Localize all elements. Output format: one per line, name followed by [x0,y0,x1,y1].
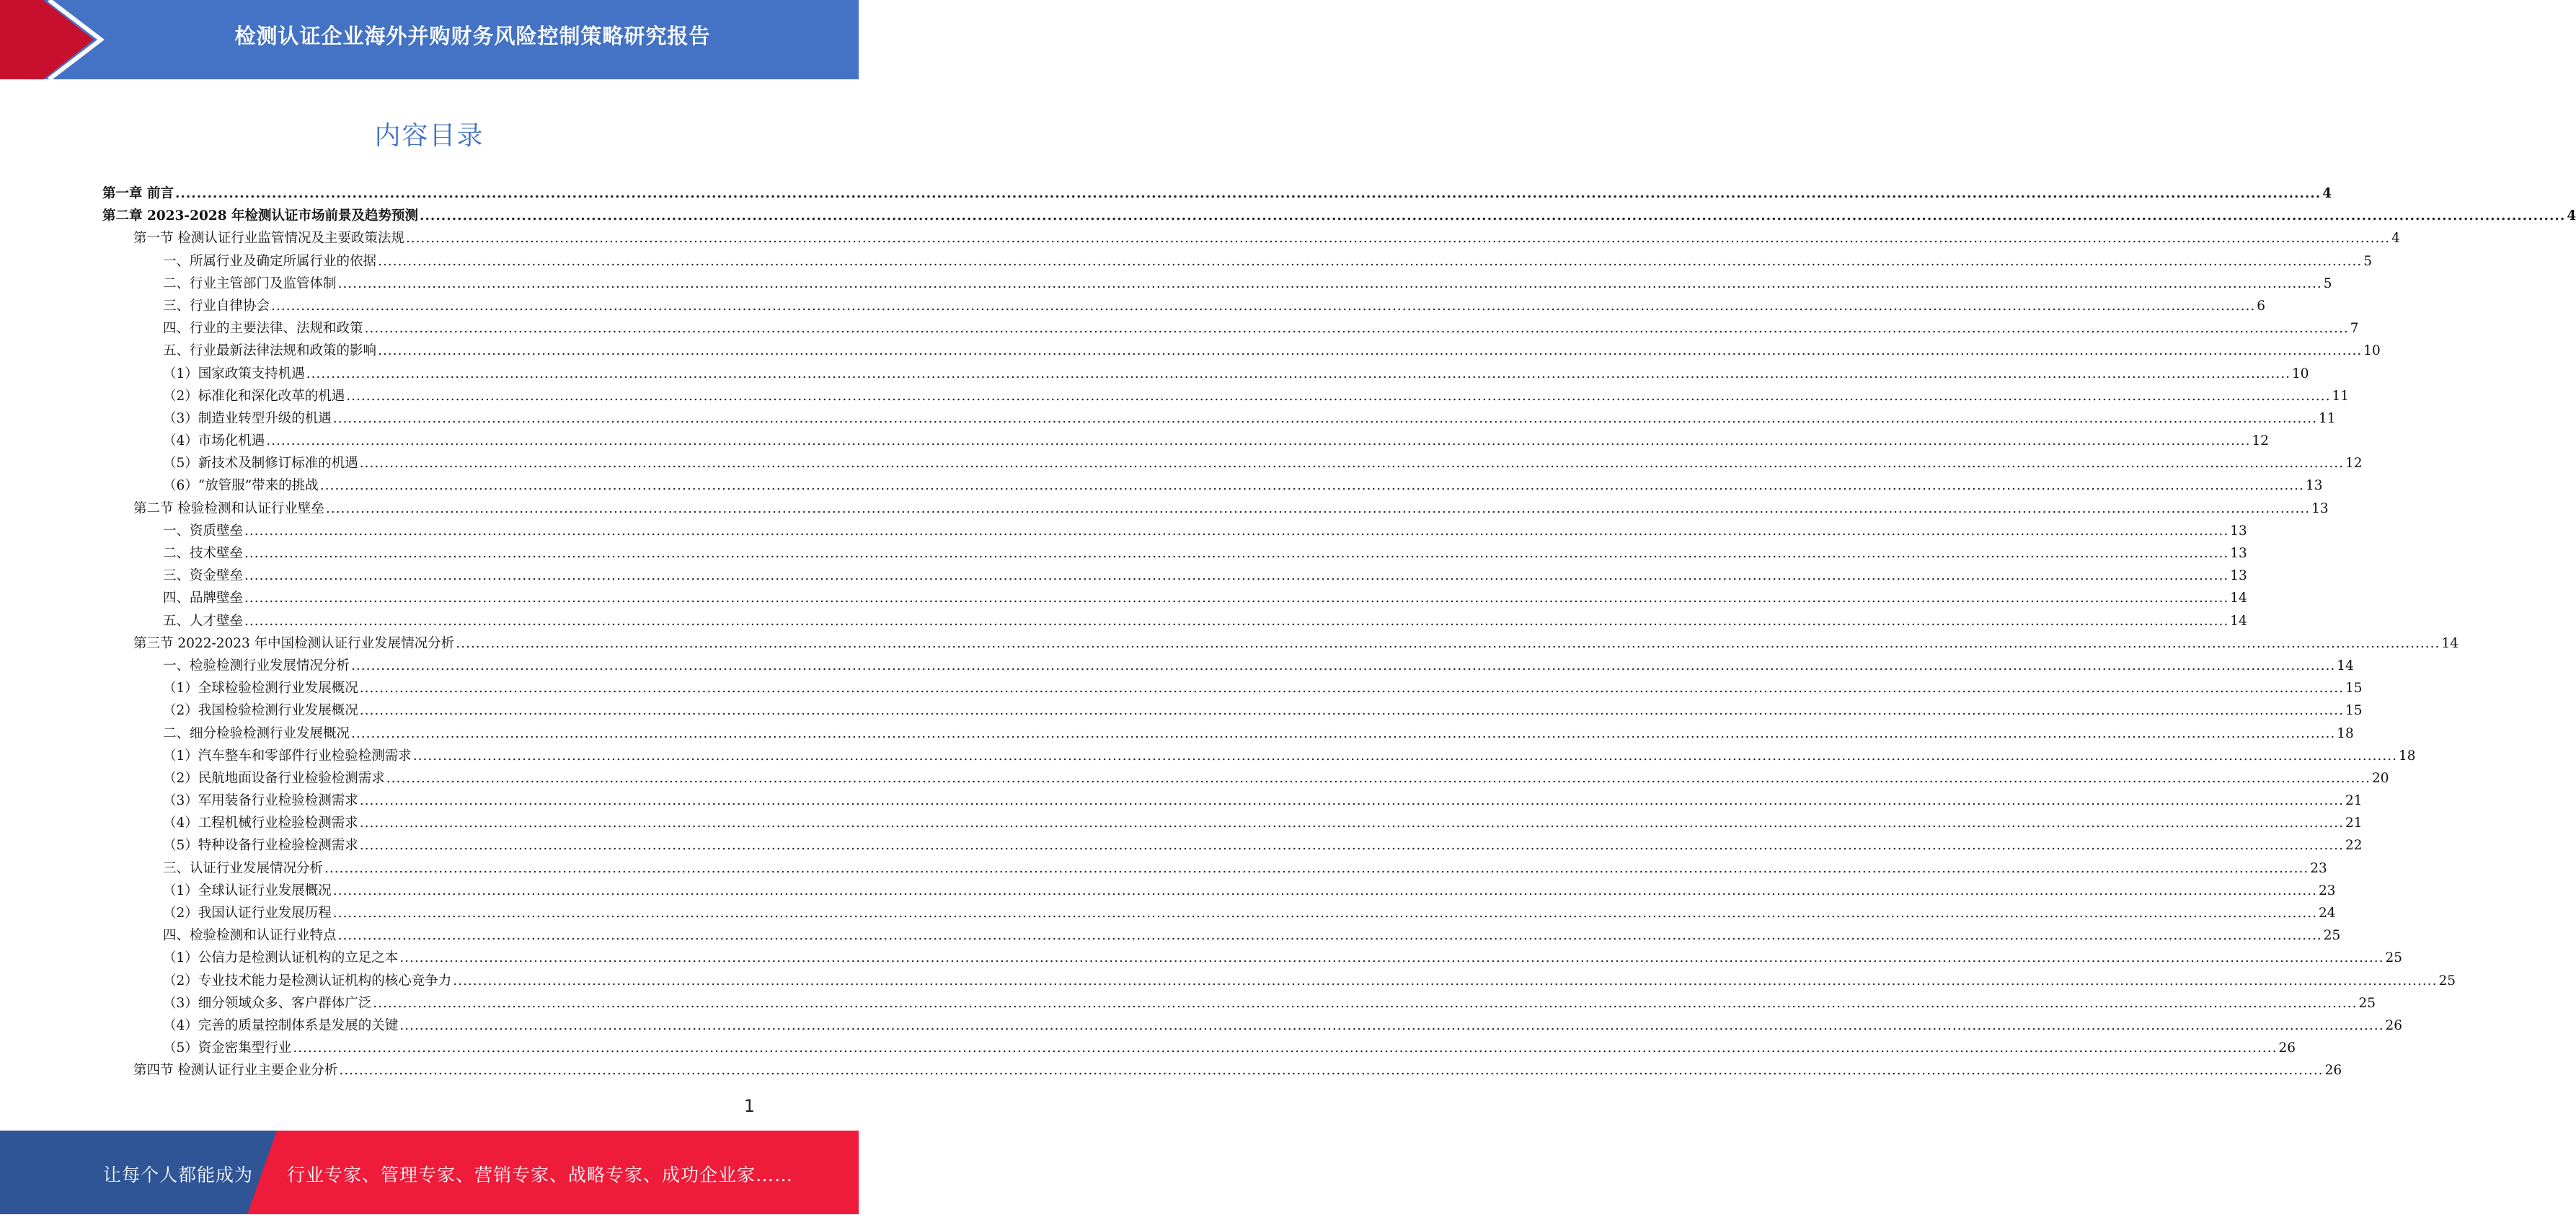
toc-entry-label: 一、资质壁垒 [163,523,244,539]
toc-entry-label: 三、认证行业发展情况分析 [163,860,324,876]
toc-entry-page: 22 [2345,838,2363,854]
toc-leader-dots: ................................................................................................................................................................................................................................................................................................................................................................................................................ [364,321,2349,337]
toc-entry[interactable] [102,790,2363,813]
toc-entry[interactable] [102,746,2416,768]
toc-entry[interactable] [102,678,2363,700]
toc-entry-label: 三、资金壁垒 [163,568,244,584]
toc-leader-dots: ................................................................................................................................................................................................................................................................................................................................................................................................................ [386,770,2371,786]
toc-entry[interactable] [102,340,2381,363]
toc-entry-label: （1）公信力是检测认证机构的立足之本 [163,950,399,966]
toc-entry-label: （2）我国检验检测行业发展概况 [163,703,358,719]
toc-leader-dots: ................................................................................................................................................................................................................................................................................................................................................................................................................ [373,995,2358,1011]
toc-entry-label: （6）“放管服”带来的挑战 [163,478,319,494]
toc-leader-dots: ................................................................................................................................................................................................................................................................................................................................................................................................................ [359,815,2345,831]
toc-entry[interactable] [102,453,2363,475]
toc-entry-label: （3）制造业转型升级的机遇 [163,410,332,426]
toc-entry[interactable] [102,430,2270,453]
toc-leader-dots: ................................................................................................................................................................................................................................................................................................................................................................................................................ [306,366,2291,381]
toc-entry-page: 6 [2257,298,2266,314]
toc-entry-label: 五、人才壁垒 [163,613,244,629]
toc-leader-dots: ................................................................................................................................................................................................................................................................................................................................................................................................................ [337,928,2322,944]
toc-leader-dots: ................................................................................................................................................................................................................................................................................................................................................................................................................ [378,343,2363,359]
toc-entry-page: 10 [2363,343,2381,359]
toc-entry[interactable] [102,858,2327,880]
toc-entry-page: 13 [2305,478,2323,494]
toc-entry-page: 7 [2350,321,2359,337]
toc-entry[interactable] [102,408,2336,430]
toc-entry-page: 15 [2345,681,2363,697]
toc-entry[interactable] [102,205,2576,228]
toc-entry-page: 14 [2230,591,2247,606]
toc-leader-dots: ................................................................................................................................................................................................................................................................................................................................................................................................................ [399,1017,2384,1033]
toc-entry-page: 25 [2385,950,2403,966]
toc-entry-label: （2）标准化和深化改革的机遇 [163,388,345,404]
chevron-arrow-icon [0,0,115,79]
toc-leader-dots: ................................................................................................................................................................................................................................................................................................................................................................................................................ [420,208,2566,224]
toc-leader-dots: ................................................................................................................................................................................................................................................................................................................................................................................................................ [332,410,2318,426]
toc-entry-label: （5）新技术及制修订标准的机遇 [163,456,358,472]
toc-entry-label: 二、细分检验检测行业发展概况 [163,725,350,741]
toc-leader-dots: ................................................................................................................................................................................................................................................................................................................................................................................................................ [244,568,2229,584]
toc-entry-label: 一、检验检测行业发展情况分析 [163,658,350,673]
toc-entry[interactable] [102,835,2363,857]
toc-entry[interactable] [102,543,2247,565]
toc-entry-label: （3）细分领域众多、客户群体广泛 [163,995,372,1011]
toc-leader-dots: ................................................................................................................................................................................................................................................................................................................................................................................................................ [244,523,2229,539]
toc-entry[interactable] [102,475,2323,498]
toc-leader-dots: ................................................................................................................................................................................................................................................................................................................................................................................................................ [337,275,2322,291]
table-of-contents [102,183,2576,1083]
toc-entry[interactable] [102,947,2403,970]
toc-entry[interactable] [102,655,2354,678]
toc-entry-page: 14 [2230,613,2247,629]
toc-leader-dots: ................................................................................................................................................................................................................................................................................................................................................................................................................ [359,838,2345,854]
toc-entry-page: 26 [2324,1063,2342,1079]
toc-leader-dots: ................................................................................................................................................................................................................................................................................................................................................................................................................ [351,658,2336,673]
toc-entry-page: 10 [2292,366,2309,381]
page-number: 1 [743,1096,755,1116]
toc-leader-dots: ................................................................................................................................................................................................................................................................................................................................................................................................................ [324,860,2309,876]
toc-entry[interactable] [102,903,2336,925]
toc-entry-page: 21 [2345,815,2363,831]
toc-leader-dots: ................................................................................................................................................................................................................................................................................................................................................................................................................ [399,950,2384,966]
toc-entry-label: 第一章 前言 [102,186,174,201]
toc-entry-label: （1）全球认证行业发展概况 [163,883,332,898]
toc-leader-dots: ................................................................................................................................................................................................................................................................................................................................................................................................................ [244,613,2229,629]
toc-entry-label: （2）民航地面设备行业检验检测需求 [163,770,385,786]
toc-entry-label: 四、检验检测和认证行业特点 [163,928,337,944]
toc-leader-dots: ................................................................................................................................................................................................................................................................................................................................................................................................................ [174,186,2322,201]
toc-entry[interactable] [102,611,2247,633]
toc-entry-label: 一、所属行业及确定所属行业的依据 [163,253,377,269]
toc-entry-page: 12 [2252,433,2270,449]
toc-entry-page: 4 [2567,208,2576,224]
toc-leader-dots: ................................................................................................................................................................................................................................................................................................................................................................................................................ [346,388,2331,404]
toc-leader-dots: ................................................................................................................................................................................................................................................................................................................................................................................................................ [351,725,2336,741]
toc-entry-label: 第一节 检测认证行业监管情况及主要政策法规 [133,231,404,247]
toc-leader-dots: ................................................................................................................................................................................................................................................................................................................................................................................................................ [453,973,2438,989]
toc-entry-page: 18 [2399,748,2416,764]
toc-entry[interactable] [102,498,2329,521]
toc-leader-dots: ................................................................................................................................................................................................................................................................................................................................................................................................................ [244,591,2229,606]
toc-leader-dots: ................................................................................................................................................................................................................................................................................................................................................................................................................ [378,253,2363,269]
toc-leader-dots: ................................................................................................................................................................................................................................................................................................................................................................................................................ [359,681,2345,697]
toc-leader-dots: ................................................................................................................................................................................................................................................................................................................................................................................................................ [405,231,2391,247]
toc-heading: 内容目录 [374,121,484,151]
toc-entry[interactable] [102,588,2247,610]
toc-entry-page: 24 [2319,906,2336,921]
toc-leader-dots: ................................................................................................................................................................................................................................................................................................................................................................................................................ [325,500,2311,516]
toc-entry[interactable] [102,971,2456,993]
toc-entry-page: 5 [2323,275,2332,291]
toc-entry-page: 25 [2323,928,2341,944]
toc-entry-label: （1）全球检验检测行业发展概况 [163,681,358,697]
toc-entry-label: 第四节 检测认证行业主要企业分析 [133,1063,338,1079]
toc-entry[interactable] [102,813,2363,835]
toc-entry[interactable] [102,251,2373,273]
toc-entry[interactable] [102,925,2341,947]
toc-leader-dots: ................................................................................................................................................................................................................................................................................................................................................................................................................ [271,298,2256,314]
toc-entry[interactable] [102,1060,2342,1082]
toc-entry-page: 13 [2230,546,2247,561]
toc-entry-page: 14 [2337,658,2354,673]
toc-entry-page: 11 [2332,388,2350,404]
toc-entry[interactable] [102,228,2400,250]
toc-entry[interactable] [102,318,2359,340]
toc-entry[interactable] [102,633,2458,655]
toc-entry[interactable] [102,1038,2296,1060]
toc-entry-label: （1）汽车整车和零部件行业检验检测需求 [163,748,412,764]
toc-entry-label: （4）完善的质量控制体系是发展的关键 [163,1017,399,1033]
toc-leader-dots: ................................................................................................................................................................................................................................................................................................................................................................................................................ [412,748,2398,764]
page-footer [0,1131,859,1214]
toc-entry-page: 25 [2438,973,2456,989]
toc-entry-label: 第三节 2022-2023 年中国检测认证行业发展情况分析 [133,635,455,651]
toc-entry-page: 15 [2345,703,2363,719]
toc-entry[interactable] [102,273,2332,296]
toc-entry-page: 13 [2230,523,2247,539]
toc-entry-label: （2）我国认证行业发展历程 [163,906,332,921]
toc-entry-page: 12 [2345,456,2363,472]
toc-entry-label: 四、行业的主要法律、法规和政策 [163,321,363,337]
toc-entry-label: （5）特种设备行业检验检测需求 [163,838,358,854]
toc-entry-label: （2）专业技术能力是检测认证机构的核心竞争力 [163,973,452,989]
toc-leader-dots: ................................................................................................................................................................................................................................................................................................................................................................................................................ [359,793,2345,809]
toc-entry-label: 三、行业自律协会 [163,298,270,314]
toc-leader-dots: ................................................................................................................................................................................................................................................................................................................................................................................................................ [293,1040,2278,1056]
toc-entry-page: 23 [2319,883,2336,898]
page-header [0,0,859,79]
toc-entry-label: 第二章 2023-2028 年检测认证市场前景及趋势预测 [102,208,419,224]
toc-entry[interactable] [102,700,2363,722]
toc-entry-page: 26 [2278,1040,2296,1056]
toc-entry-label: 第二节 检验检测和认证行业壁垒 [133,500,324,516]
toc-entry-label: 四、品牌壁垒 [163,591,244,606]
toc-entry-page: 11 [2319,410,2336,426]
toc-leader-dots: ................................................................................................................................................................................................................................................................................................................................................................................................................ [244,546,2229,561]
toc-leader-dots: ................................................................................................................................................................................................................................................................................................................................................................................................................ [332,883,2318,898]
toc-entry-page: 18 [2337,725,2354,741]
toc-entry-label: 五、行业最新法律法规和政策的影响 [163,343,377,359]
toc-entry[interactable] [102,768,2389,790]
toc-entry-label: 二、行业主管部门及监管体制 [163,275,337,291]
toc-entry-page: 13 [2311,500,2329,516]
toc-entry[interactable] [102,723,2354,746]
toc-entry[interactable] [102,993,2376,1015]
toc-entry-page: 14 [2441,635,2458,651]
toc-entry-page: 4 [2322,186,2332,201]
toc-entry[interactable] [102,296,2266,318]
toc-leader-dots: ................................................................................................................................................................................................................................................................................................................................................................................................................ [319,478,2304,494]
toc-entry-label: 二、技术壁垒 [163,546,244,561]
toc-entry-label: （5）资金密集型行业 [163,1040,292,1056]
toc-entry-page: 25 [2358,995,2376,1011]
toc-entry-page: 26 [2385,1017,2403,1033]
toc-entry-page: 5 [2363,253,2373,269]
toc-leader-dots: ................................................................................................................................................................................................................................................................................................................................................................................................................ [359,456,2345,472]
toc-entry-page: 13 [2230,568,2247,584]
toc-entry[interactable] [102,1015,2403,1038]
toc-entry[interactable] [102,363,2309,386]
toc-leader-dots: ................................................................................................................................................................................................................................................................................................................................................................................................................ [339,1063,2324,1079]
footer-slogan-right: 行业专家、管理专家、营销专家、战略专家、成功企业家…… [287,1164,794,1185]
toc-entry[interactable] [102,386,2350,408]
toc-entry[interactable] [102,521,2247,543]
toc-entry-page: 20 [2372,770,2389,786]
toc-entry[interactable] [102,565,2247,588]
toc-leader-dots: ................................................................................................................................................................................................................................................................................................................................................................................................................ [359,703,2345,719]
toc-entry-page: 21 [2345,793,2363,809]
toc-entry-label: （4）市场化机遇 [163,433,265,449]
toc-entry-page: 23 [2310,860,2327,876]
toc-entry-label: （4）工程机械行业检验检测需求 [163,815,358,831]
toc-entry-label: （3）军用装备行业检验检测需求 [163,793,358,809]
toc-entry[interactable] [102,880,2336,903]
report-title: 检测认证企业海外并购财务风险控制策略研究报告 [234,24,711,48]
toc-leader-dots: ................................................................................................................................................................................................................................................................................................................................................................................................................ [456,635,2440,651]
toc-leader-dots: ................................................................................................................................................................................................................................................................................................................................................................................................................ [332,906,2318,921]
toc-entry[interactable] [102,183,2332,205]
toc-entry-page: 4 [2391,231,2400,247]
toc-entry-label: （1）国家政策支持机遇 [163,366,305,381]
toc-leader-dots: ................................................................................................................................................................................................................................................................................................................................................................................................................ [266,433,2251,449]
footer-slogan-left: 让每个人都能成为 [103,1164,254,1185]
